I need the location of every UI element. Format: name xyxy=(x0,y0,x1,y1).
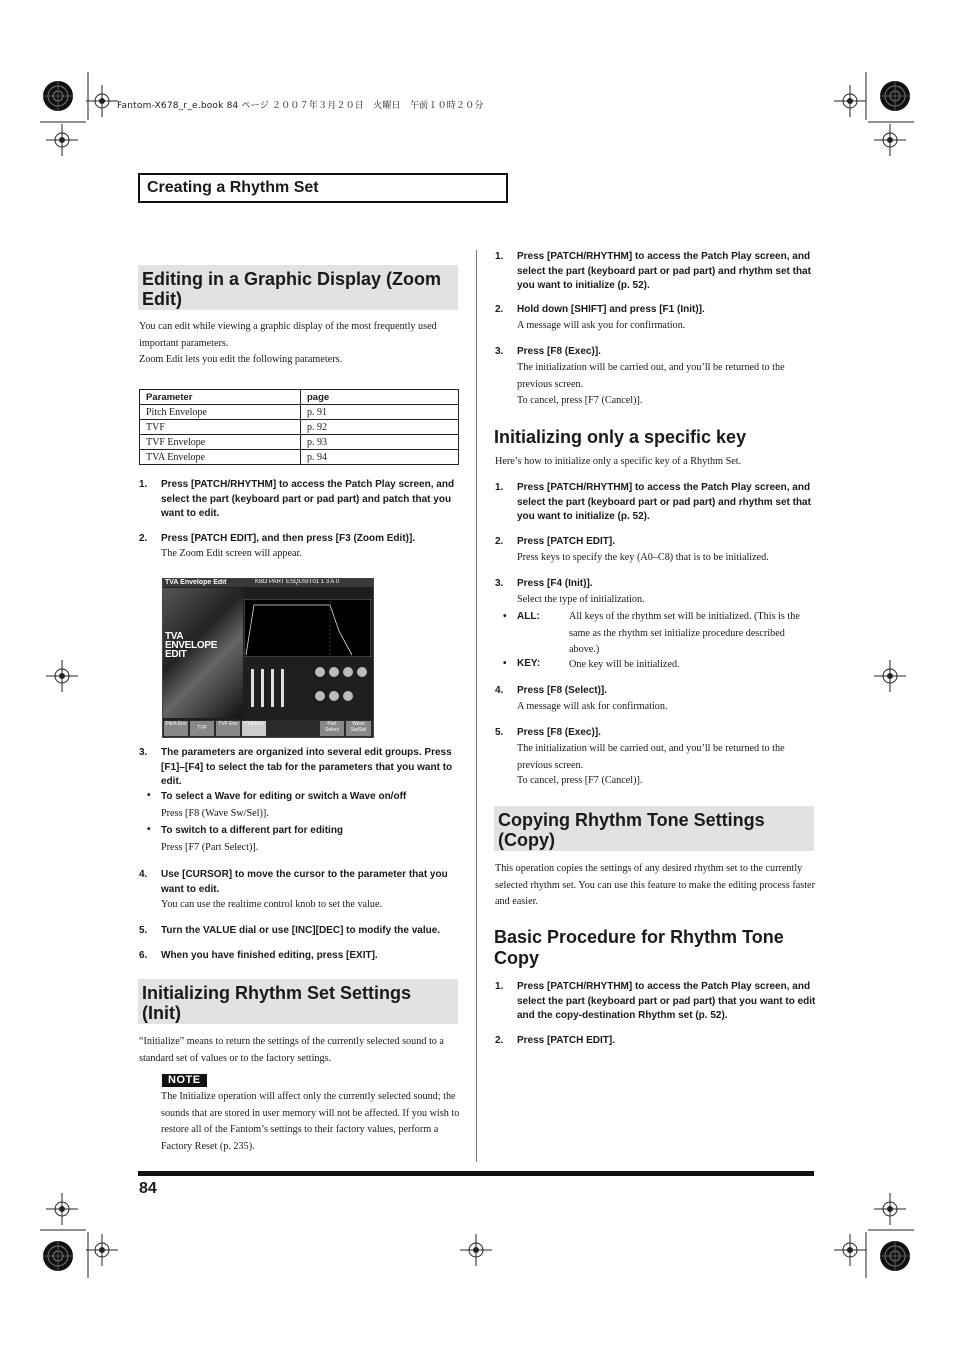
step-text: Press [F8 (Select)]. xyxy=(517,685,608,696)
bullet-subtext: Press [F8 (Wave Sw/Sel)]. xyxy=(161,808,269,819)
table-cell: Pitch Envelope xyxy=(140,405,301,420)
step-number: 5. xyxy=(495,727,504,738)
table-header-row xyxy=(140,390,459,405)
page-number: 84 xyxy=(139,1180,157,1197)
step-number: 3. xyxy=(139,747,148,758)
step-subtext: A message will ask for confirmation. xyxy=(517,701,668,712)
note-text: The Initialize operation will affect only the currently selected sound; the sounds that are stored in user memory will not be affected. If you wish to restore all of the Fantom’s settings to their factory values, perform a Factory Reset (p. 235). xyxy=(161,1091,460,1152)
step-number: 2. xyxy=(139,533,148,544)
step-text: Press [F4 (Init)]. xyxy=(517,578,593,589)
screen-left-panel xyxy=(163,588,243,718)
bullet-icon: • xyxy=(147,790,151,801)
section-title-copy: Copying Rhythm Tone Settings (Copy) xyxy=(494,806,814,851)
section-title-zoom-edit: Editing in a Graphic Display (Zoom Edit) xyxy=(138,265,458,310)
step-subtext: To cancel, press [F7 (Cancel)]. xyxy=(517,395,643,406)
step-text: Press [PATCH/RHYTHM] to access the Patch Play screen, and select the part (keyboard part or pad part) and rhythm set that you want to initialize (p. 52). xyxy=(517,251,811,291)
option-text: One key will be initialized. xyxy=(569,659,680,670)
table-cell: TVA Envelope xyxy=(140,450,301,465)
step-number: 1. xyxy=(139,479,148,490)
table-header: Parameter xyxy=(140,390,301,405)
step-text: Press [PATCH EDIT]. xyxy=(517,536,615,547)
step-text: Press [PATCH/RHYTHM] to access the Patch Play screen, and select the part (keyboard part or pad part) that you want to edit and the copy-destination Rhythm set (p. 52). xyxy=(517,981,816,1021)
zoom-intro-2: Zoom Edit lets you edit the following parameters. xyxy=(139,354,343,365)
step-text: Turn the VALUE dial or use [INC][DEC] to modify the value. xyxy=(161,925,441,936)
bullet-text: To select a Wave for editing or switch a Wave on/off xyxy=(161,791,407,802)
table-row xyxy=(140,450,459,465)
tab-tvf[interactable]: TVF xyxy=(190,721,214,736)
step-number: 3. xyxy=(495,578,504,589)
step-subtext: A message will ask you for confirmation. xyxy=(517,320,686,331)
table-row xyxy=(140,435,459,450)
screen-logo-line: TVA xyxy=(165,631,184,642)
bullet-icon: • xyxy=(503,658,507,669)
step-number: 1. xyxy=(495,482,504,493)
table-cell: p. 93 xyxy=(301,435,459,450)
step-subtext: You can use the realtime control knob to set the value. xyxy=(161,899,383,910)
option-text: All keys of the rhythm set will be initialized. (This is the same as the rhythm set initialize procedure described above.) xyxy=(569,611,800,655)
file-info: Fantom-X678_r_e.book 84 ページ ２００７年３月２０日 火曜日 午前１０時２０分 xyxy=(117,101,484,111)
table-cell: p. 94 xyxy=(301,450,459,465)
key-intro: Here’s how to initialize only a specific key of a Rhythm Set. xyxy=(495,456,742,467)
bullet-icon: • xyxy=(503,611,507,622)
table-row xyxy=(140,420,459,435)
step-subtext: The initialization will be carried out, and you’ll be returned to the previous screen. xyxy=(517,362,785,390)
step-number: 1. xyxy=(495,251,504,262)
step-text: When you have finished editing, press [EXIT]. xyxy=(161,950,378,961)
screen-title-bar xyxy=(163,579,373,587)
step-subtext: The Zoom Edit screen will appear. xyxy=(161,548,302,559)
section-title-init: Initializing Rhythm Set Settings (Init) xyxy=(138,979,458,1024)
tab-part-select[interactable]: Part Select xyxy=(320,721,344,736)
zoom-intro: You can edit while viewing a graphic display of the most frequently used important parameters. xyxy=(139,321,437,349)
screen-knobs xyxy=(313,665,371,715)
init-intro: “Initialize” means to return the settings of the currently selected sound to a standard set of values or to the factory settings. xyxy=(139,1036,444,1064)
step-text: Press [PATCH/RHYTHM] to access the Patch Play screen, and select the part (keyboard part or pad part) and rhythm set that you want to initialize (p. 52). xyxy=(517,482,811,522)
tva-envelope-edit-screen xyxy=(162,578,374,738)
tab-wave-sw-sel[interactable]: Wave Sw/Sel xyxy=(346,721,371,736)
step-number: 6. xyxy=(139,950,148,961)
step-number: 4. xyxy=(495,685,504,696)
section-title-specific-key: Initializing only a specific key xyxy=(494,427,747,447)
option-label: KEY: xyxy=(517,658,541,669)
table-cell: TVF Envelope xyxy=(140,435,301,450)
table-cell: p. 91 xyxy=(301,405,459,420)
table-row xyxy=(140,405,459,420)
step-number: 1. xyxy=(495,981,504,992)
table-header: page xyxy=(301,390,459,405)
envelope-graph xyxy=(244,599,371,657)
step-subtext: Press keys to specify the key (A0–C8) that is to be initialized. xyxy=(517,552,769,563)
bullet-subtext: Press [F7 (Part Select)]. xyxy=(161,842,259,853)
screen-logo-line: ENVELOPE xyxy=(165,640,218,651)
tab-pitch-env[interactable]: Pitch Env xyxy=(164,721,188,736)
step-subtext: Select the type of initialization. xyxy=(517,594,645,605)
screen-tab-bar xyxy=(163,720,373,737)
bullet-text: To switch to a different part for editing xyxy=(161,825,344,836)
step-text: Press [PATCH/RHYTHM] to access the Patch Play screen, and select the part (keyboard part or pad part) and patch that you want to edit. xyxy=(161,479,455,519)
step-text: The parameters are organized into several edit groups. Press [F1]–[F4] to select the tab for the parameters that you want to edit. xyxy=(161,747,453,787)
note-badge: NOTE xyxy=(162,1074,207,1087)
step-number: 4. xyxy=(139,869,148,880)
step-subtext: The initialization will be carried out, and you’ll be returned to the previous screen. xyxy=(517,743,785,771)
column-divider xyxy=(476,250,477,1162)
step-text: Press [F8 (Exec)]. xyxy=(517,346,601,357)
step-number: 5. xyxy=(139,925,148,936)
step-number: 2. xyxy=(495,1035,504,1046)
step-text: Press [F8 (Exec)]. xyxy=(517,727,601,738)
step-text: Press [PATCH EDIT]. xyxy=(517,1035,615,1046)
tab-tvf-env[interactable]: TVF Env xyxy=(216,721,240,736)
step-number: 3. xyxy=(495,346,504,357)
step-text: Hold down [SHIFT] and press [F1 (Init)]. xyxy=(517,304,705,315)
footer-rule xyxy=(138,1171,814,1176)
option-label: ALL: xyxy=(517,611,540,622)
step-subtext: To cancel, press [F7 (Cancel)]. xyxy=(517,775,643,786)
copy-intro: This operation copies the settings of any desired rhythm set to the currently selected rhythm set. You can use this feature to make the editing process faster and easier. xyxy=(495,863,815,907)
step-text: Press [PATCH EDIT], and then press [F3 (Zoom Edit)]. xyxy=(161,533,416,544)
bullet-icon: • xyxy=(147,824,151,835)
screen-logo xyxy=(165,632,217,659)
step-text: Use [CURSOR] to move the cursor to the parameter that you want to edit. xyxy=(161,869,448,895)
table-cell: p. 92 xyxy=(301,420,459,435)
step-number: 2. xyxy=(495,304,504,315)
table-cell: TVF xyxy=(140,420,301,435)
chapter-title: Creating a Rhythm Set xyxy=(138,173,508,203)
section-title-basic-procedure: Basic Procedure for Rhythm Tone Copy xyxy=(494,927,784,968)
screen-status: KBD PART ESQUSIT01 1 3 A 0 xyxy=(255,579,340,585)
screen-title: TVA Envelope Edit xyxy=(165,579,227,586)
screen-sliders xyxy=(247,663,295,713)
step-number: 2. xyxy=(495,536,504,547)
parameter-table xyxy=(139,389,459,465)
screen-logo-line: EDIT xyxy=(165,649,187,660)
tab-tva-env[interactable]: TVA Env xyxy=(242,721,266,736)
